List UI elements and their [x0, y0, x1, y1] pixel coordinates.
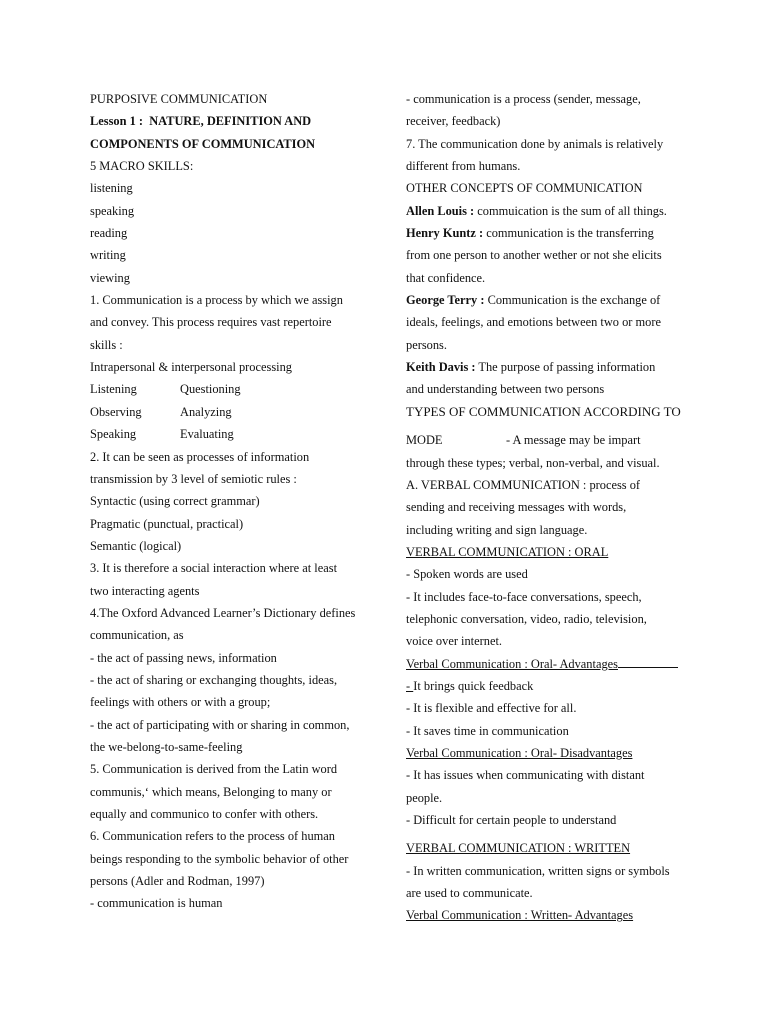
list-item: - It brings quick feedback: [406, 678, 534, 693]
paragraph-line: skills :: [90, 337, 123, 352]
paragraph-line: beings responding to the symbolic behavior of other: [90, 851, 349, 866]
paragraph-line: A. VERBAL COMMUNICATION : process of: [406, 477, 641, 492]
list-item: - It includes face-to-face conversations, speech,: [406, 589, 642, 604]
paragraph-line: receiver, feedback): [406, 114, 501, 129]
macro-skill: speaking: [90, 203, 135, 218]
paragraph-line: feelings with others or with a group;: [90, 695, 271, 710]
paragraph-line: 2. It can be seen as processes of information: [90, 449, 310, 464]
paragraph-line: including writing and sign language.: [406, 522, 588, 537]
written-heading: VERBAL COMMUNICATION : WRITTEN: [406, 841, 631, 856]
list-item: voice over internet.: [406, 634, 502, 649]
paragraph-line: 5. Communication is derived from the Latin word: [90, 762, 338, 777]
left-column: [90, 88, 390, 915]
macro-skill: writing: [90, 248, 126, 263]
list-item: - Spoken words are used: [406, 567, 528, 582]
definition-george: George Terry : Communication is the exchange of: [406, 293, 661, 308]
lesson-heading-cont: COMPONENTS OF COMMUNICATION: [90, 136, 316, 151]
list-item: telephonic conversation, video, radio, television,: [406, 611, 647, 626]
document-title: PURPOSIVE COMMUNICATION: [90, 92, 268, 106]
list-item: - It is flexible and effective for all.: [406, 701, 577, 716]
paragraph-line: the we-belong-to-same-feeling: [90, 739, 243, 754]
oral-heading: VERBAL COMMUNICATION : ORAL: [406, 544, 609, 559]
list-item: people.: [406, 790, 443, 805]
paragraph-line: equally and communico to confer with others.: [90, 807, 319, 821]
paragraph-line: through these types; verbal, non-verbal, and visual.: [406, 455, 660, 470]
paragraph-line: sending and receiving messages with words,: [406, 500, 627, 515]
oral-disadvantages-heading: Verbal Communication : Oral- Disadvantages: [406, 745, 633, 760]
mode-line: MODE - A message may be impart: [406, 433, 641, 448]
paragraph-line: 4.The Oxford Advanced Learner’s Dictionary defines: [90, 605, 356, 620]
paragraph-line: from one person to another wether or not she elicits: [406, 248, 662, 263]
paragraph-line: 1. Communication is a process by which we assign: [90, 293, 343, 308]
skills-row: Speaking Evaluating: [90, 427, 234, 442]
semiotic-rule: Pragmatic (punctual, practical): [90, 516, 244, 531]
definition-allen: Allen Louis : commuication is the sum of all things.: [406, 203, 667, 218]
semiotic-rule: Syntactic (using correct grammar): [90, 494, 260, 509]
paragraph-line: 3. It is therefore a social interaction where at least: [90, 561, 338, 576]
list-item: - Difficult for certain people to understand: [406, 813, 617, 827]
paragraph-line: - the act of participating with or sharing in common,: [90, 717, 350, 732]
semiotic-rule: Semantic (logical): [90, 538, 182, 553]
paragraph-line: two interacting agents: [90, 583, 200, 598]
paragraph-line: and convey. This process requires vast repertoire: [90, 315, 332, 330]
macro-skill: viewing: [90, 270, 130, 285]
macro-skills-heading: 5 MACRO SKILLS:: [90, 159, 194, 174]
list-item: - It has issues when communicating with distant: [406, 768, 645, 783]
definition-keith: Keith Davis : The purpose of passing information: [406, 360, 656, 375]
list-item: - It saves time in communication: [406, 723, 569, 738]
skills-row: Listening Questioning: [90, 382, 241, 397]
paragraph-line: - communication is a process (sender, message,: [406, 92, 641, 106]
other-concepts-heading: OTHER CONCEPTS OF COMMUNICATION: [406, 181, 643, 196]
paragraph-line: transmission by 3 level of semiotic rules :: [90, 471, 297, 486]
macro-skill: listening: [90, 181, 133, 196]
paragraph-line: 7. The communication done by animals is relatively: [406, 136, 664, 151]
paragraph-line: Intrapersonal & interpersonal processing: [90, 360, 292, 375]
paragraph-line: - the act of sharing or exchanging thoughts, ideas,: [90, 672, 338, 687]
paragraph-line: different from humans.: [406, 159, 521, 174]
paragraph-line: ideals, feelings, and emotions between two or more: [406, 315, 661, 330]
paragraph-line: persons.: [406, 337, 447, 352]
paragraph-line: communis,‘ which means, Belonging to many or: [90, 784, 332, 799]
paragraph-line: persons (Adler and Rodman, 1997): [90, 874, 265, 889]
written-advantages-heading: Verbal Communication : Written- Advantages: [406, 908, 634, 923]
heading-rule: [618, 655, 678, 668]
right-column: [406, 88, 682, 927]
lesson-heading: Lesson 1 : NATURE, DEFINITION AND: [90, 114, 312, 129]
paragraph-line: that confidence.: [406, 270, 486, 285]
list-item: are used to communicate.: [406, 886, 533, 901]
paragraph-line: - communication is human: [90, 896, 223, 911]
paragraph-line: communication, as: [90, 628, 184, 643]
list-item: - In written communication, written signs or symbols: [406, 863, 670, 878]
definition-henry: Henry Kuntz : communication is the transferring: [406, 226, 654, 241]
paragraph-line: and understanding between two persons: [406, 382, 605, 397]
types-heading: TYPES OF COMMUNICATION ACCORDING TO: [406, 403, 681, 419]
oral-advantages-heading: Verbal Communication : Oral- Advantages: [406, 653, 682, 675]
skills-row: Observing Analyzing: [90, 404, 232, 419]
macro-skill: reading: [90, 226, 128, 241]
paragraph-line: - the act of passing news, information: [90, 650, 277, 665]
paragraph-line: 6. Communication refers to the process of human: [90, 829, 335, 844]
